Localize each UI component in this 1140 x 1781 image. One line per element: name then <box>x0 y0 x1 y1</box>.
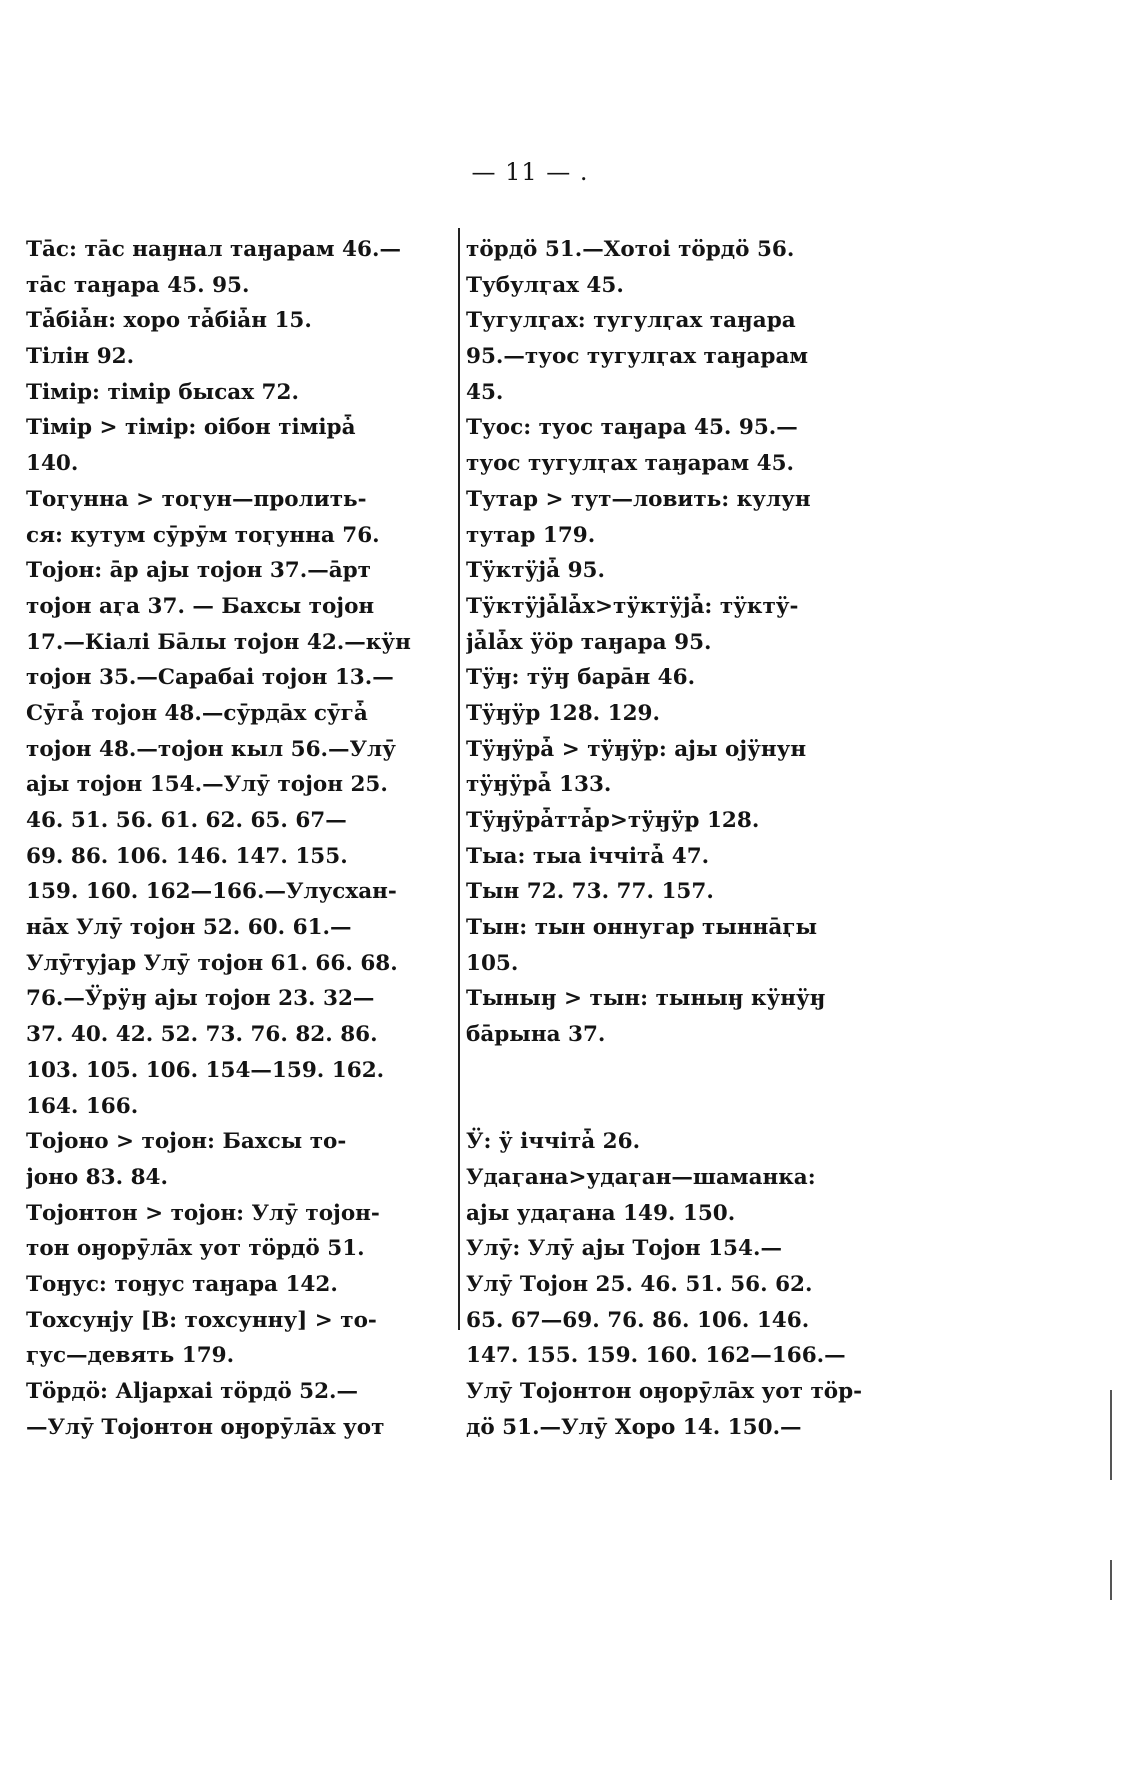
index-line: 65. 67—69. 76. 86. 106. 146. <box>466 1307 810 1333</box>
index-line: Тімір > тімір: оібон тімірǡ <box>26 415 356 441</box>
index-line: 69. 86. 106. 146. 147. 155. <box>26 843 348 869</box>
index-line: ся: кутум сӯрӯм тоӷунна 76. <box>26 522 380 548</box>
index-line: Улӯ Тојон 25. 46. 51. 56. 62. <box>466 1271 813 1297</box>
index-line: Тӧрдӧ: Аlјархаі тӧрдӧ 52.— <box>26 1379 359 1404</box>
index-line: Тутар > тут—ловить: кулун <box>466 486 811 512</box>
index-line: Тојон: āр ајы тојон 37.—āрт <box>26 558 372 584</box>
index-line: Тојоно > тојон: Бахсы то- <box>26 1129 347 1155</box>
index-line: тутар 179. <box>466 522 596 548</box>
index-line: тӧрдӧ 51.—Хотоі тӧрдӧ 56. <box>466 237 795 262</box>
scan-edge-mark <box>1110 1390 1112 1480</box>
index-line: тојон аӷа 37. — Бахсы тојон <box>26 593 375 619</box>
index-line: Тоӈус: тоӈус таӈара 142. <box>26 1271 338 1297</box>
index-line: тојон 48.—тојон кыл 56.—Улӯ <box>26 736 396 762</box>
index-line: Тын: тын оннугар тыннāӷы <box>466 915 818 941</box>
index-line: Тыныӈ > тын: тыныӈ кӱнӱӈ <box>466 986 826 1012</box>
index-line: нāх Улӯ тојон 52. 60. 61.— <box>26 915 352 941</box>
index-line: 164. 166. <box>26 1093 139 1119</box>
index-line: туос тугулӷах таӈарам 45. <box>466 451 795 477</box>
index-line: Тӱӈӱрǡттǡр>тӱӈӱр 128. <box>466 808 760 833</box>
index-line: Тыа: тыа іччітǡ 47. <box>466 843 710 869</box>
index-line: Улӯтујар Улӯ тојон 61. 66. 68. <box>26 950 398 976</box>
index-line: ӷус—девять 179. <box>26 1343 235 1369</box>
index-line: Удаӷана>удаӷан—шаманка: <box>466 1164 816 1190</box>
index-line: Тāс: тāс наӈнал таӈарам 46.— <box>26 237 401 262</box>
index-line: Тӱӈ: тӱӈ барāн 46. <box>466 665 696 691</box>
index-line: тāс таӈара 45. 95. <box>26 272 250 298</box>
index-line: Улӯ: Улӯ ајы Тојон 154.— <box>466 1236 782 1262</box>
index-line: 45. <box>466 379 504 405</box>
column-divider <box>458 228 460 1330</box>
index-line: ајы тојон 154.—Улӯ тојон 25. <box>26 772 388 798</box>
index-line: 37. 40. 42. 52. 73. 76. 82. 86. <box>26 1022 378 1048</box>
index-line: Тојонтон > тојон: Улӯ тојон- <box>26 1200 380 1226</box>
section-gap <box>466 1053 876 1124</box>
left-column <box>26 232 456 1445</box>
index-line: Туос: туос таӈара 45. 95.— <box>466 415 798 441</box>
index-line: 140. <box>26 451 79 477</box>
index-line: јоно 83. 84. <box>26 1164 168 1190</box>
index-line: Тугулӷах: тугулӷах таӈара <box>466 308 796 334</box>
index-line: 105. <box>466 950 519 976</box>
index-line: Тǡбіǡн: хоро тǡбіǡн 15. <box>26 308 312 334</box>
index-line: Тӱӈӱр 128. 129. <box>466 700 660 726</box>
page-number: — 11 — . <box>471 158 589 186</box>
index-line: 147. 155. 159. 160. 162—166.— <box>466 1343 846 1369</box>
index-line: тојон 35.—Сарабаі тојон 13.— <box>26 665 394 691</box>
index-line: Сӯгǡ тојон 48.—сӯрдāх сӯгǡ <box>26 700 368 726</box>
index-line: Тімір: тімір бысах 72. <box>26 379 299 405</box>
right-column <box>466 232 876 1445</box>
index-line: јǡlǡх ӱӧр таӈара 95. <box>466 629 712 655</box>
index-line: ајы удаӷана 149. 150. <box>466 1200 736 1226</box>
index-line: 103. 105. 106. 154—159. 162. <box>26 1057 385 1083</box>
index-line: Улӯ Тојонтон оӈорӯлāх уот тӧр- <box>466 1379 863 1405</box>
index-line: Тӱӈӱрǡ > тӱӈӱр: ајы ојӱнун <box>466 736 807 762</box>
index-line: Тӱктӱјǡ 95. <box>466 558 605 584</box>
index-line: 95.—туос тугулӷах таӈарам <box>466 344 809 370</box>
index-line: бāрына 37. <box>466 1022 606 1048</box>
index-line: 17.—Кіалі Бāлы тојон 42.—кӱн <box>26 629 411 655</box>
index-line: Тын 72. 73. 77. 157. <box>466 879 714 905</box>
index-line: 46. 51. 56. 61. 62. 65. 67— <box>26 808 347 833</box>
index-line: 76.—Ӱрӱӈ ајы тојон 23. 32— <box>26 986 375 1012</box>
index-line: Тӱктӱјǡlǡх>тӱктӱјǡ: тӱктӱ- <box>466 593 799 619</box>
index-line: тон оӈорӯлāх уот тӧрдӧ 51. <box>26 1236 365 1262</box>
index-line: —Улӯ Тојонтон оӈорӯлāх уот <box>26 1414 385 1440</box>
index-line: Ӱ: ӱ іччітǡ 26. <box>466 1129 641 1155</box>
index-line: 159. 160. 162—166.—Улусхан- <box>26 879 397 905</box>
index-line: дӧ 51.—Улӯ Хоро 14. 150.— <box>466 1414 802 1440</box>
index-line: Тоӷунна > тоӷун—пролить- <box>26 486 367 512</box>
scan-edge-mark <box>1110 1560 1112 1600</box>
index-line: Тубулӷах 45. <box>466 272 624 298</box>
index-line: Тілін 92. <box>26 344 135 370</box>
index-line: тӱӈӱрǡ 133. <box>466 772 612 798</box>
index-line: Тохсунју [В: тохсунну] > то- <box>26 1307 377 1333</box>
